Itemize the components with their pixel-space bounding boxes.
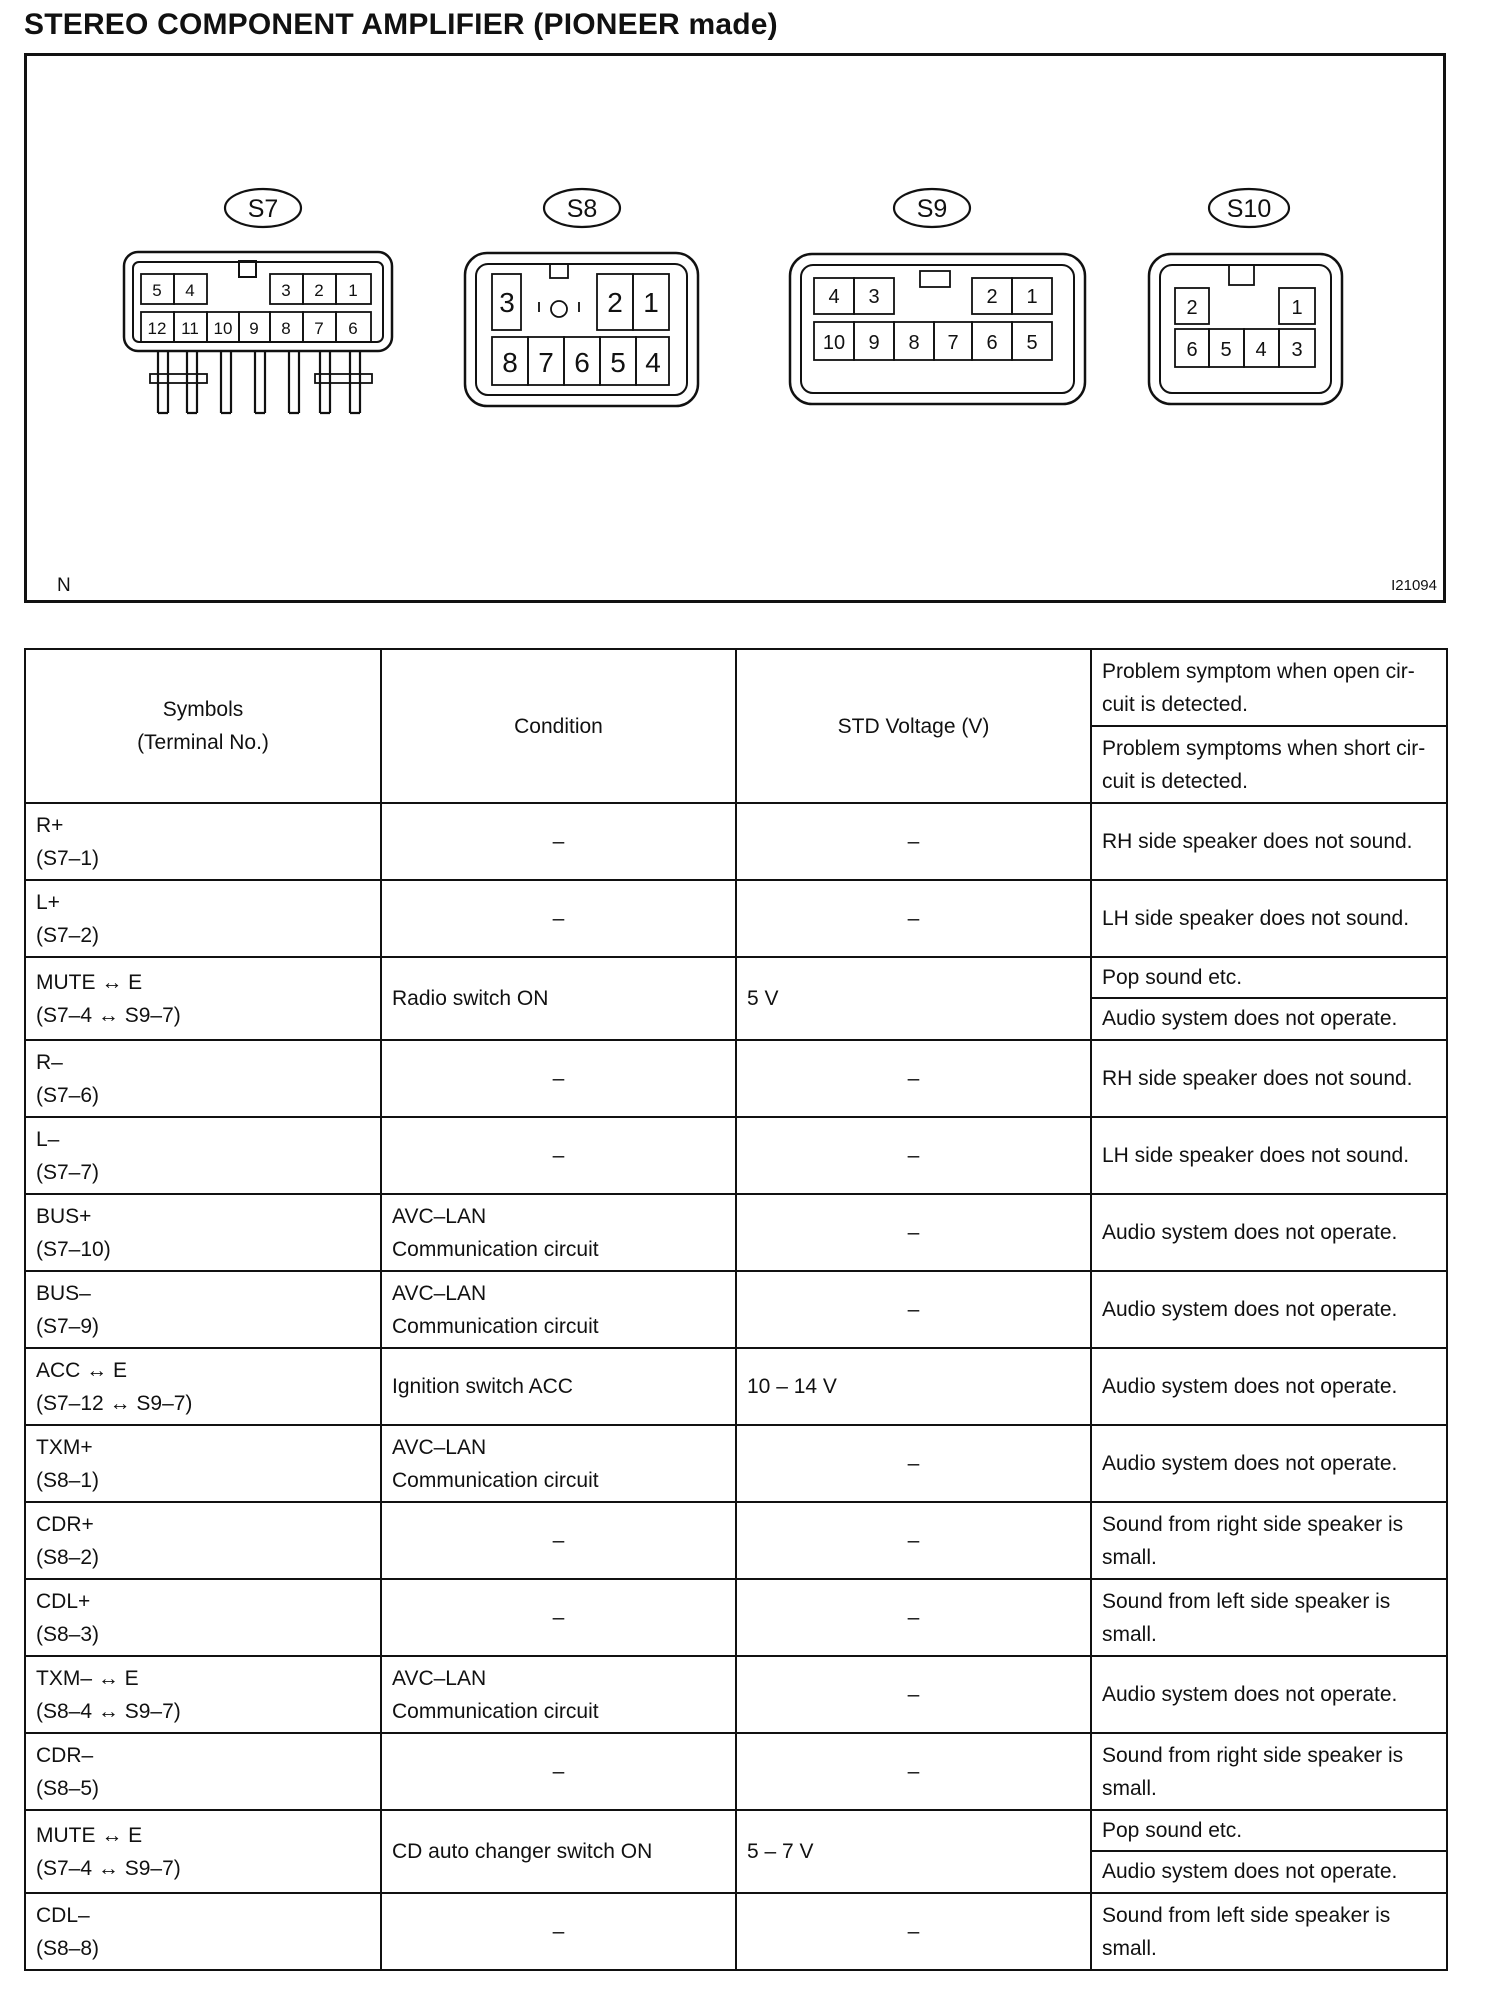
pin-label: 3 [1291,339,1303,361]
pin-label: 5 [152,281,162,300]
symbol-cell: R– (S7–6) [25,1040,381,1117]
symbol-cell: BUS– (S7–9) [25,1271,381,1348]
pin-label: 12 [147,319,167,338]
pin-label: 5 [1220,339,1232,361]
connector-s10 [1149,189,1342,404]
pin-label: 9 [868,332,880,354]
symptom-cell: Audio system does not operate. [1091,1851,1447,1893]
connector-drawing [27,56,1443,600]
condition-cell: CD auto changer switch ON [381,1810,736,1893]
symptom-cell: Audio system does not operate. [1091,1425,1447,1502]
condition-cell: – [381,803,736,880]
header-symbols: Symbols (Terminal No.) [25,649,381,803]
condition-cell: – [381,880,736,957]
pin-label: 4 [185,281,195,300]
condition-cell: AVC–LAN Communication circuit [381,1271,736,1348]
header-short-circuit-symptom: Problem symptoms when short cir- cuit is detected. [1091,726,1447,803]
pin-label: 7 [538,347,554,378]
table-row [25,1893,1447,1970]
symbol-cell: CDR+ (S8–2) [25,1502,381,1579]
table-row [25,957,1447,998]
terminal-spec-table [24,648,1448,1971]
condition-cell: AVC–LAN Communication circuit [381,1425,736,1502]
symbol-cell: MUTE ↔ E (S7–4 ↔ S9–7) [25,1810,381,1893]
symbol-cell: CDL– (S8–8) [25,1893,381,1970]
pin-label: 2 [986,286,998,308]
header-open-circuit-symptom: Problem symptom when open cir- cuit is detected. [1091,649,1447,726]
voltage-cell: – [736,1425,1091,1502]
symptom-cell: RH side speaker does not sound. [1091,803,1447,880]
connector-s10-label: S10 [1226,195,1272,223]
orientation-label: N [57,575,71,596]
symbol-cell: MUTE ↔ E (S7–4 ↔ S9–7) [25,957,381,1040]
pin-label: 7 [314,319,324,338]
table-row [25,1810,1447,1851]
pin-label: 5 [1026,332,1038,354]
pin-label: 1 [643,287,659,318]
connector-s9-label: S9 [916,195,948,223]
table-row [25,1040,1447,1117]
table-row [25,1502,1447,1579]
symptom-cell: Audio system does not operate. [1091,1271,1447,1348]
voltage-cell: – [736,1271,1091,1348]
symbol-cell: TXM– ↔ E (S8–4 ↔ S9–7) [25,1656,381,1733]
header-std-voltage: STD Voltage (V) [736,649,1091,803]
symptom-cell: Audio system does not operate. [1091,1656,1447,1733]
table-row [25,1348,1447,1425]
condition-cell: – [381,1579,736,1656]
condition-cell: – [381,1502,736,1579]
table-row [25,1425,1447,1502]
voltage-cell: – [736,1194,1091,1271]
symbol-cell: CDL+ (S8–3) [25,1579,381,1656]
voltage-cell: – [736,1502,1091,1579]
voltage-cell: 5 – 7 V [736,1810,1091,1893]
pin-label: 11 [181,319,199,338]
symbol-cell: CDR– (S8–5) [25,1733,381,1810]
symptom-cell: Audio system does not operate. [1091,998,1447,1040]
table-row [25,1271,1447,1348]
symptom-cell: LH side speaker does not sound. [1091,880,1447,957]
symbol-cell: BUS+ (S7–10) [25,1194,381,1271]
symptom-cell: Sound from left side speaker is small. [1091,1893,1447,1970]
condition-cell: AVC–LAN Communication circuit [381,1194,736,1271]
pin-label: 9 [249,319,259,338]
voltage-cell: 10 – 14 V [736,1348,1091,1425]
condition-cell: – [381,1733,736,1810]
header-condition: Condition [381,649,736,803]
pin-label: 4 [1255,339,1267,361]
connector-s7 [124,189,392,413]
voltage-cell: – [736,880,1091,957]
pin-label: 1 [1291,297,1303,319]
voltage-cell: – [736,803,1091,880]
pin-label: 7 [947,332,959,354]
symptom-cell: LH side speaker does not sound. [1091,1117,1447,1194]
symptom-cell: RH side speaker does not sound. [1091,1040,1447,1117]
pin-label: 6 [986,332,998,354]
voltage-cell: – [736,1579,1091,1656]
pin-label: 1 [348,281,358,300]
table-row [25,1733,1447,1810]
pin-label: 2 [607,287,623,318]
figure-code: I21094 [1391,577,1437,594]
connector-diagram [24,53,1446,603]
pin-label: 3 [868,286,880,308]
pin-label: 4 [645,347,661,378]
pin-label: 10 [213,319,233,338]
voltage-cell: 5 V [736,957,1091,1040]
pin-label: 6 [574,347,590,378]
connector-s9 [790,189,1085,404]
symbol-cell: L– (S7–7) [25,1117,381,1194]
voltage-cell: – [736,1893,1091,1970]
symptom-cell: Audio system does not operate. [1091,1348,1447,1425]
condition-cell: – [381,1893,736,1970]
condition-cell: – [381,1117,736,1194]
condition-cell: AVC–LAN Communication circuit [381,1656,736,1733]
voltage-cell: – [736,1117,1091,1194]
terminal-rows [25,803,1447,1970]
pin-label: 6 [348,319,358,338]
connector-s8-label: S8 [566,195,598,223]
pin-label: 3 [499,287,515,318]
voltage-cell: – [736,1040,1091,1117]
symptom-cell: Audio system does not operate. [1091,1194,1447,1271]
symbol-cell: TXM+ (S8–1) [25,1425,381,1502]
pin-label: 8 [908,332,920,354]
connector-s7-label: S7 [247,195,279,223]
symptom-cell: Pop sound etc. [1091,957,1447,998]
voltage-cell: – [736,1733,1091,1810]
symptom-cell: Pop sound etc. [1091,1810,1447,1851]
table-row [25,803,1447,880]
symbol-cell: R+ (S7–1) [25,803,381,880]
connector-s8 [465,189,698,406]
table-row [25,880,1447,957]
symbol-cell: ACC ↔ E (S7–12 ↔ S9–7) [25,1348,381,1425]
pin-label: 8 [281,319,291,338]
symptom-cell: Sound from right side speaker is small. [1091,1502,1447,1579]
pin-label: 6 [1186,339,1198,361]
condition-cell: – [381,1040,736,1117]
table-row [25,1656,1447,1733]
pin-label: 3 [281,281,291,300]
condition-cell: Ignition switch ACC [381,1348,736,1425]
pin-label: 4 [828,286,840,308]
pin-label: 8 [502,347,518,378]
table-row [25,1579,1447,1656]
pin-label: 2 [314,281,324,300]
voltage-cell: – [736,1656,1091,1733]
symptom-cell: Sound from right side speaker is small. [1091,1733,1447,1810]
condition-cell: Radio switch ON [381,957,736,1040]
symptom-cell: Sound from left side speaker is small. [1091,1579,1447,1656]
table-row [25,1117,1447,1194]
pin-label: 1 [1026,286,1038,308]
symbol-cell: L+ (S7–2) [25,880,381,957]
table-row [25,1194,1447,1271]
pin-label: 5 [610,347,626,378]
document-title: STEREO COMPONENT AMPLIFIER (PIONEER made) [24,8,778,41]
pin-label: 10 [822,332,846,354]
pin-label: 2 [1186,297,1198,319]
